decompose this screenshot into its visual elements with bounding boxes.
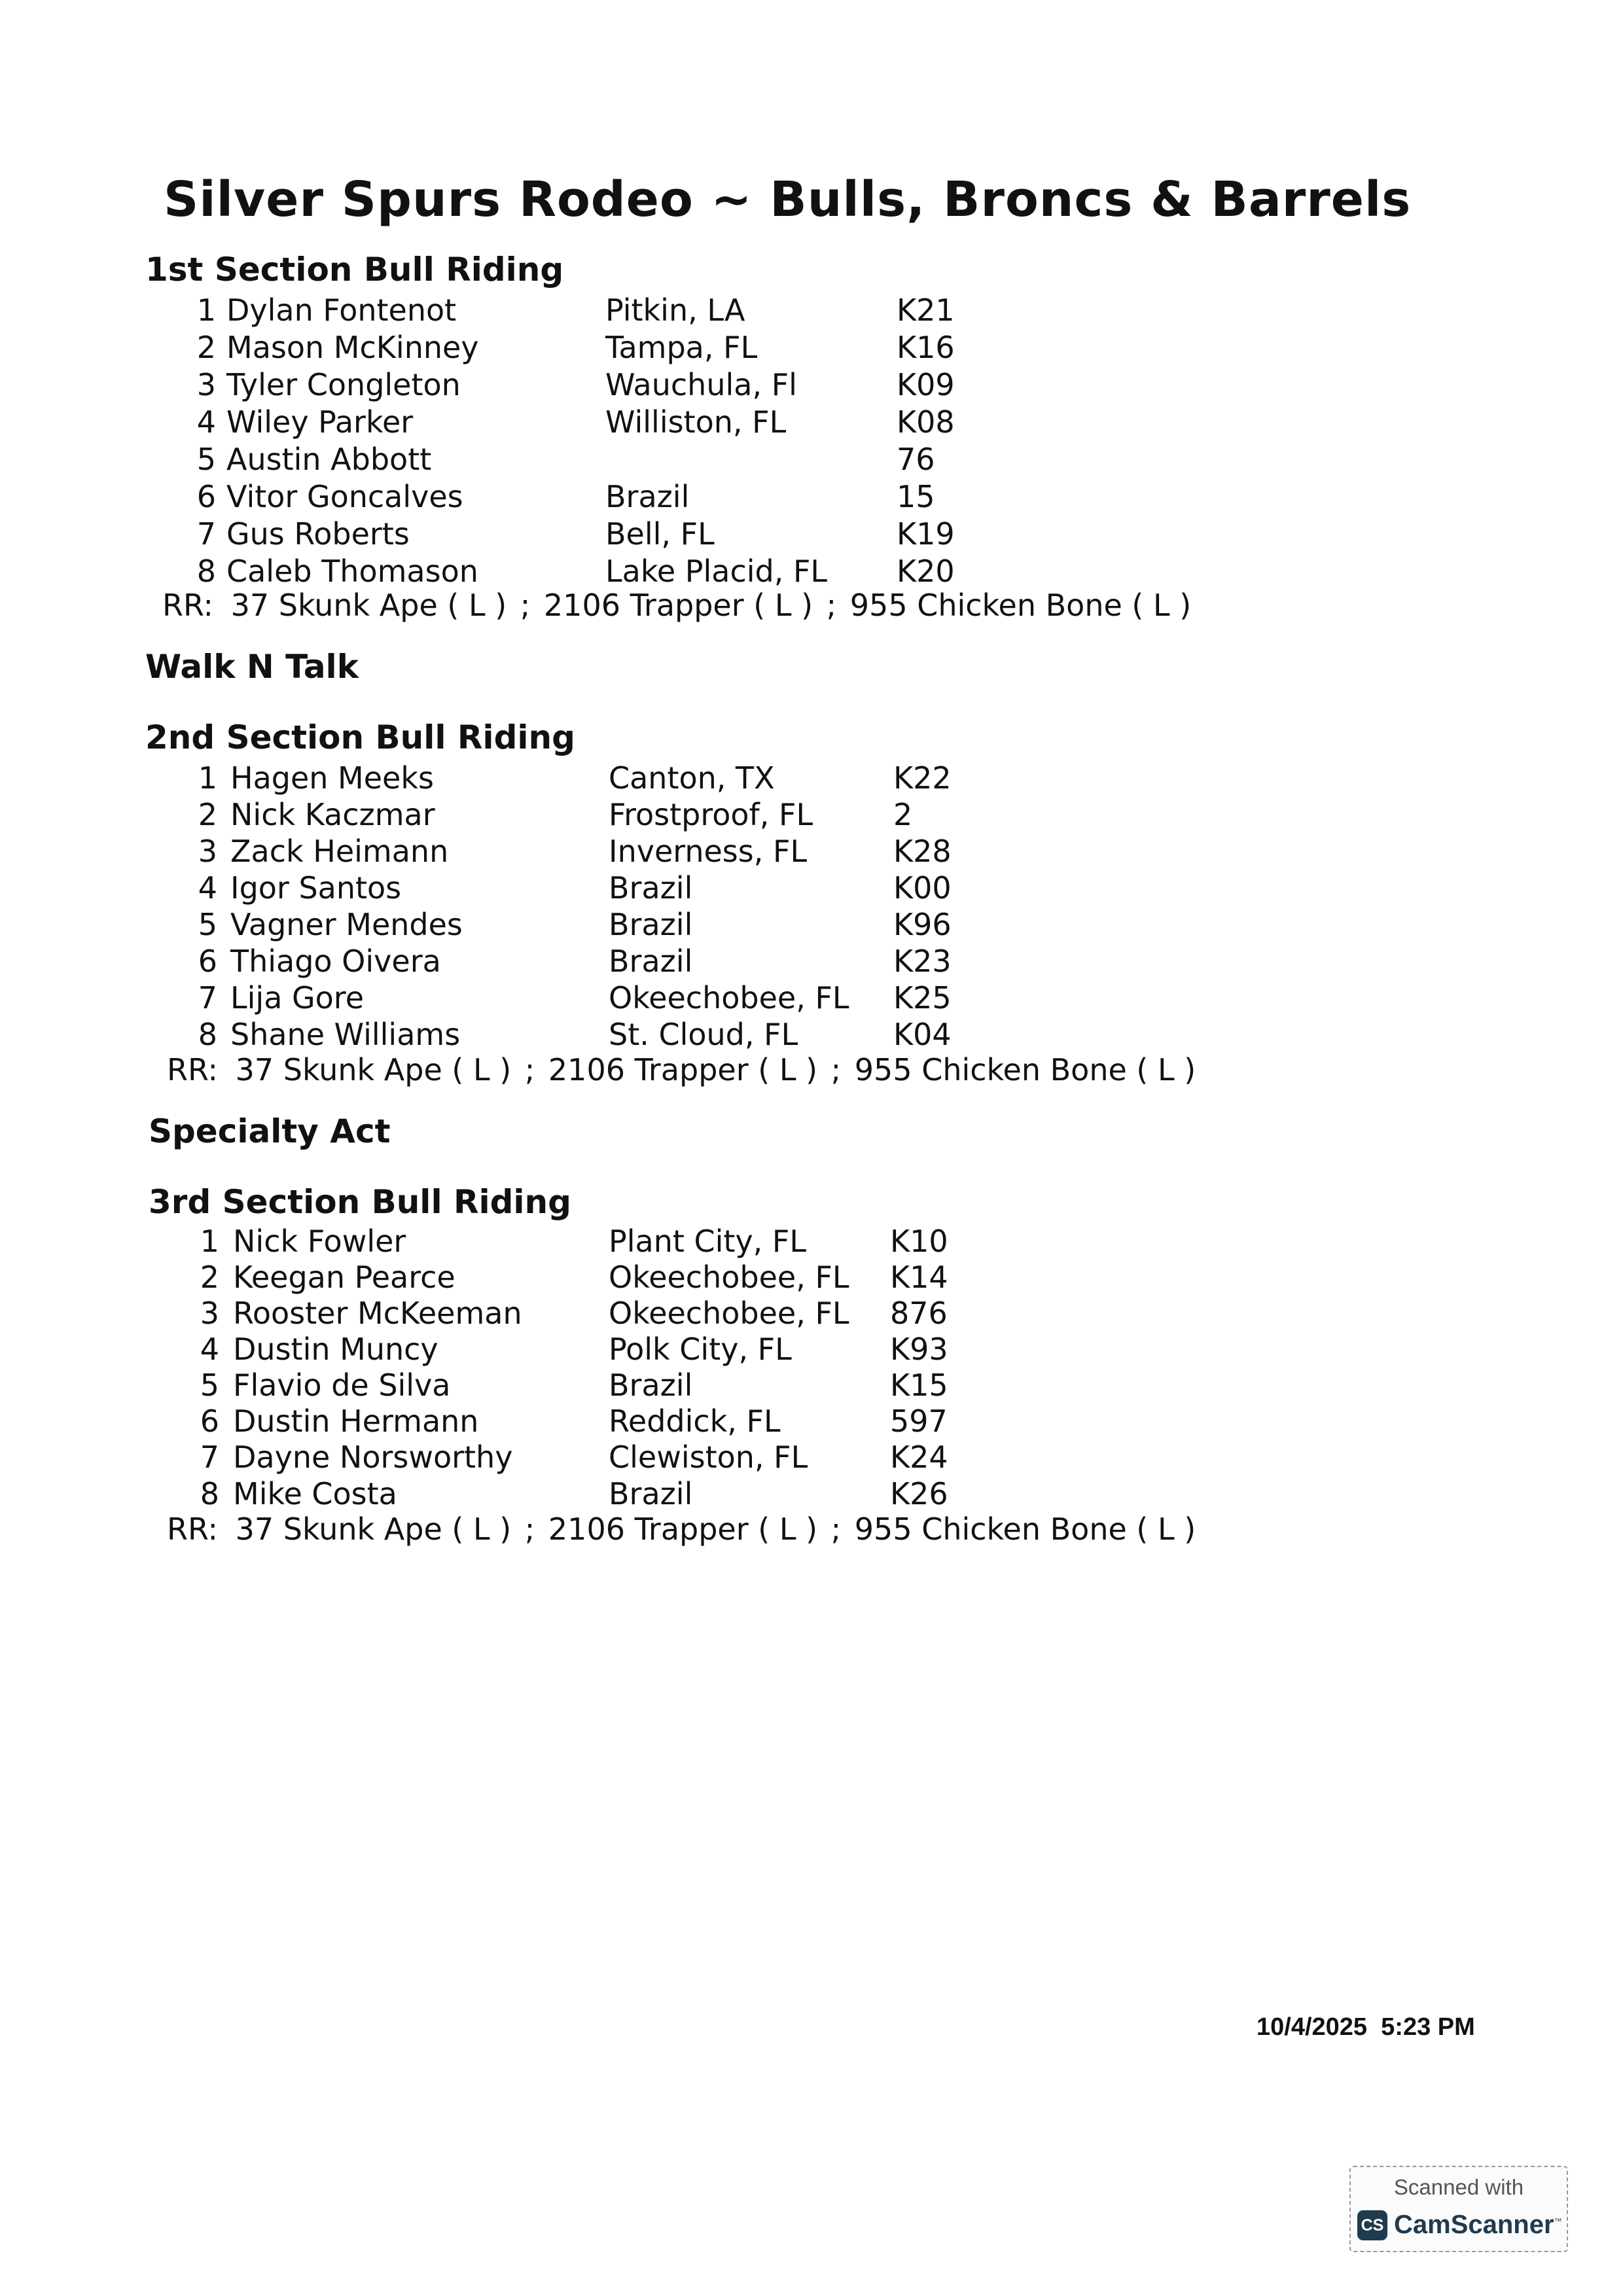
bull-number: K09 [897, 367, 955, 402]
rider-hometown: Clewiston, FL [609, 1439, 808, 1475]
rider-number: 1 [196, 292, 216, 328]
rider-number: 3 [200, 1296, 219, 1331]
rider-hometown: Frostproof, FL [609, 797, 813, 832]
reride-label: RR: [162, 588, 214, 623]
rider-hometown: Bell, FL [605, 516, 715, 552]
rider-hometown: Canton, TX [609, 760, 775, 796]
rider-name: Austin Abbott [226, 442, 432, 477]
rider-name: Hagen Meeks [230, 760, 434, 796]
reride-label: RR: [167, 1052, 219, 1087]
rider-name: Flavio de Silva [233, 1368, 451, 1403]
rider-hometown: Pitkin, LA [605, 292, 745, 328]
rider-number: 2 [200, 1260, 219, 1295]
reride-bull: 955 Chicken Bone ( L ) [849, 588, 1192, 623]
rider-hometown: St. Cloud, FL [609, 1017, 798, 1052]
section-heading-1: 1st Section Bull Riding [145, 251, 564, 289]
reride-separator: ; [830, 1511, 842, 1547]
bull-number: K23 [893, 944, 952, 979]
rider-number: 8 [200, 1476, 219, 1511]
camscanner-watermark [1349, 2166, 1568, 2252]
reride-bull: 2106 Trapper ( L ) [543, 588, 813, 623]
reride-separator: ; [520, 588, 531, 623]
bull-number: K24 [890, 1439, 948, 1475]
bull-number: K04 [893, 1017, 952, 1052]
scanned-with-label: Scanned with [1393, 2175, 1524, 2199]
rider-number: 7 [200, 1439, 219, 1475]
bull-number: K28 [893, 834, 952, 869]
rider-hometown: Okeechobee, FL [609, 1260, 849, 1295]
rider-number: 5 [196, 442, 216, 477]
reride-separator: ; [826, 588, 837, 623]
reride-separator: ; [524, 1511, 535, 1547]
rider-hometown: Wauchula, Fl [605, 367, 797, 402]
rider-name: Vitor Goncalves [226, 479, 463, 514]
reride-separator: ; [830, 1052, 842, 1087]
interlude-walk-n-talk: Walk N Talk [145, 648, 359, 686]
bull-number: 597 [890, 1404, 948, 1439]
bull-number: K25 [893, 980, 952, 1016]
bull-number: 2 [893, 797, 913, 832]
bull-number: K15 [890, 1368, 948, 1403]
rider-name: Zack Heimann [230, 834, 449, 869]
rider-name: Tyler Congleton [226, 367, 461, 402]
camscanner-logo-icon: CS [1357, 2210, 1387, 2240]
rider-number: 5 [198, 907, 217, 942]
rider-number: 3 [198, 834, 217, 869]
reride-line [167, 1511, 1196, 1547]
rider-hometown: Williston, FL [605, 404, 787, 440]
bull-number: K16 [897, 330, 955, 365]
rider-hometown: Brazil [609, 1368, 693, 1403]
rider-name: Shane Williams [230, 1017, 461, 1052]
rider-number: 8 [198, 1017, 217, 1052]
rider-hometown: Brazil [609, 907, 693, 942]
bull-number: 76 [897, 442, 935, 477]
bull-number: 876 [890, 1296, 948, 1331]
rider-name: Gus Roberts [226, 516, 410, 552]
rider-hometown: Polk City, FL [609, 1332, 792, 1367]
rider-name: Thiago Oivera [230, 944, 441, 979]
rider-hometown: Tampa, FL [605, 330, 758, 365]
rider-number: 8 [196, 554, 216, 589]
rider-number: 6 [196, 479, 216, 514]
rider-hometown: Inverness, FL [609, 834, 808, 869]
bull-number: K08 [897, 404, 955, 440]
bull-number: K93 [890, 1332, 948, 1367]
reride-bull: 37 Skunk Ape ( L ) [235, 1511, 512, 1547]
reride-bull: 37 Skunk Ape ( L ) [235, 1052, 512, 1087]
reride-bull: 37 Skunk Ape ( L ) [230, 588, 507, 623]
reride-bull: 955 Chicken Bone ( L ) [854, 1052, 1196, 1087]
rider-name: Lija Gore [230, 980, 364, 1016]
rider-name: Rooster McKeeman [233, 1296, 522, 1331]
rider-number: 2 [198, 797, 217, 832]
rider-name: Dylan Fontenot [226, 292, 457, 328]
rider-number: 4 [198, 870, 217, 906]
rider-number: 1 [200, 1224, 219, 1259]
bull-number: 15 [897, 479, 935, 514]
camscanner-brand-text: CamScanner [1394, 2210, 1554, 2239]
rider-hometown: Brazil [609, 1476, 693, 1511]
rider-number: 3 [196, 367, 216, 402]
bull-number: K14 [890, 1260, 948, 1295]
rider-hometown: Reddick, FL [609, 1404, 781, 1439]
section-heading-2: 2nd Section Bull Riding [145, 718, 575, 756]
rider-number: 7 [196, 516, 216, 552]
rider-name: Igor Santos [230, 870, 402, 906]
trademark-mark: ™ [1554, 2216, 1562, 2226]
rider-hometown: Okeechobee, FL [609, 980, 849, 1016]
rider-hometown: Plant City, FL [609, 1224, 807, 1259]
reride-line [162, 588, 1191, 623]
rider-number: 5 [200, 1368, 219, 1403]
rider-name: Mason McKinney [226, 330, 479, 365]
reride-label: RR: [167, 1511, 219, 1547]
reride-separator: ; [524, 1052, 535, 1087]
camscanner-brand [1394, 2210, 1562, 2240]
rider-number: 2 [196, 330, 216, 365]
rider-name: Vagner Mendes [230, 907, 463, 942]
rider-hometown: Brazil [609, 870, 693, 906]
reride-bull: 2106 Trapper ( L ) [548, 1511, 818, 1547]
rider-hometown: Brazil [609, 944, 693, 979]
rider-name: Dayne Norsworthy [233, 1439, 513, 1475]
bull-number: K00 [893, 870, 952, 906]
bull-number: K19 [897, 516, 955, 552]
rider-hometown: Brazil [605, 479, 690, 514]
rider-number: 4 [200, 1332, 219, 1367]
rider-name: Nick Kaczmar [230, 797, 435, 832]
bull-number: K21 [897, 292, 955, 328]
interlude-specialty-act: Specialty Act [149, 1112, 391, 1150]
reride-bull: 955 Chicken Bone ( L ) [854, 1511, 1196, 1547]
bull-number: K22 [893, 760, 952, 796]
print-timestamp: 10/4/2025 5:23 PM [1257, 2013, 1475, 2041]
rider-name: Keegan Pearce [233, 1260, 455, 1295]
rider-hometown: Lake Placid, FL [605, 554, 828, 589]
rider-name: Nick Fowler [233, 1224, 406, 1259]
rider-name: Wiley Parker [226, 404, 414, 440]
reride-bull: 2106 Trapper ( L ) [548, 1052, 818, 1087]
rider-name: Caleb Thomason [226, 554, 478, 589]
rider-name: Dustin Hermann [233, 1404, 479, 1439]
rider-name: Dustin Muncy [233, 1332, 438, 1367]
rider-number: 7 [198, 980, 217, 1016]
page-title: Silver Spurs Rodeo ~ Bulls, Broncs & Barrels [164, 171, 1412, 228]
bull-number: K96 [893, 907, 952, 942]
bull-number: K26 [890, 1476, 948, 1511]
bull-number: K10 [890, 1224, 948, 1259]
rider-number: 4 [196, 404, 216, 440]
rider-number: 1 [198, 760, 217, 796]
rider-number: 6 [198, 944, 217, 979]
rider-name: Mike Costa [233, 1476, 397, 1511]
rider-hometown: Okeechobee, FL [609, 1296, 849, 1331]
rider-number: 6 [200, 1404, 219, 1439]
reride-line [167, 1052, 1196, 1087]
section-heading-3: 3rd Section Bull Riding [149, 1183, 571, 1221]
bull-number: K20 [897, 554, 955, 589]
